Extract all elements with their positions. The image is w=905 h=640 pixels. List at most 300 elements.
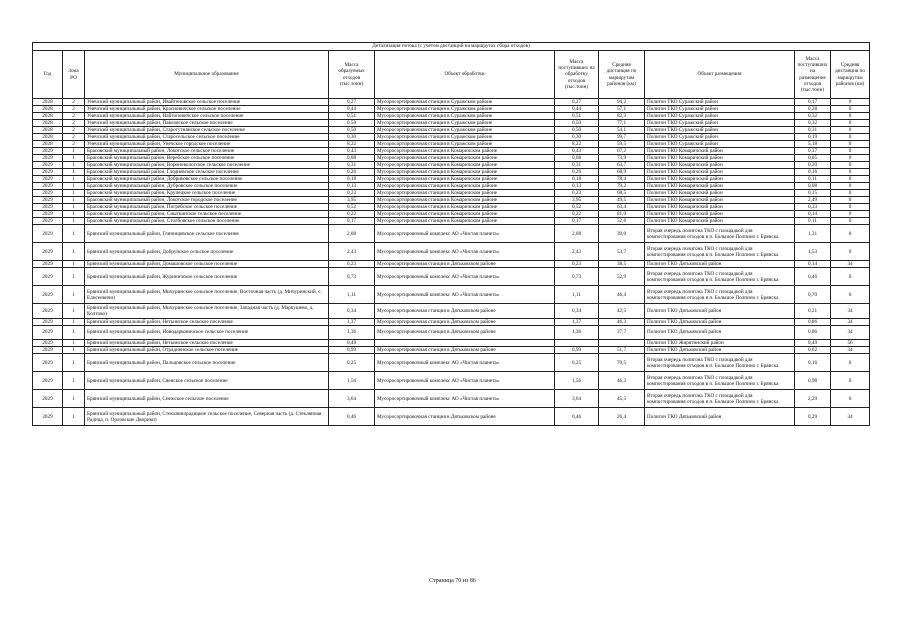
cell-year: 2028 (33, 106, 63, 113)
cell-processed-mass: 0,99 (555, 347, 599, 354)
cell-processing-object: Мусоросортировочная станция в Комаричском районе (375, 211, 555, 218)
cell-municipality: Унечский муниципальный район, Старогутнянское сельское поселение (85, 127, 329, 134)
cell-avg-distance-placement: 0 (831, 354, 870, 372)
header-waste-mass: Масса образуемых отходов (тыс.тонн) (329, 51, 375, 99)
cell-avg-distance-placement: 34 (831, 318, 870, 325)
cell-processed-mass (555, 340, 599, 347)
cell-municipality: Брянский муниципальный район, Свенское сельское поселение (85, 372, 329, 390)
cell-avg-distance-processing (599, 340, 645, 347)
cell-placement-object: Вторая очередь полигона ТКО с площадкой для компостирования отходов в п. Большое Полпино г. Брянска (645, 372, 795, 390)
cell-placement-mass: 0,21 (795, 304, 831, 319)
table-row (33, 113, 870, 120)
cell-processed-mass: 2,43 (555, 243, 599, 261)
cell-waste-mass: 0,27 (329, 99, 375, 106)
table-row (33, 183, 870, 190)
cell-processed-mass: 0,46 (555, 408, 599, 426)
cell-placement-object: Вторая очередь полигона ТКО с площадкой для компостирования отходов в п. Большое Полпино г. Брянска (645, 286, 795, 304)
cell-year: 2029 (33, 148, 63, 155)
cell-placement-mass: 0,62 (795, 347, 831, 354)
cell-placement-object: Полигон ТКО Комаричский район (645, 211, 795, 218)
cell-processing-object: Мусоросортировочная станция в Комаричском районе (375, 148, 555, 155)
cell-year: 2029 (33, 340, 63, 347)
cell-avg-distance-processing: 49,5 (599, 197, 645, 204)
cell-year: 2028 (33, 134, 63, 141)
cell-avg-distance-placement: 0 (831, 190, 870, 197)
cell-year: 2029 (33, 162, 63, 169)
cell-municipality: Брянский муниципальный район, Стекляннорадицкое сельское поселение, Северная часть (д. Стеклянная Радица, п. Орловские Дворики) (85, 408, 329, 426)
cell-placement-mass: 0,28 (795, 106, 831, 113)
cell-year: 2029 (33, 211, 63, 218)
table-row (33, 354, 870, 372)
cell-placement-mass: 0,32 (795, 120, 831, 127)
cell-processing-object: Мусоросортировочная станция в Комаричском районе (375, 190, 555, 197)
cell-zone: 1 (63, 218, 85, 225)
cell-avg-distance-processing: 73,9 (599, 155, 645, 162)
cell-waste-mass: 0,51 (329, 113, 375, 120)
cell-processed-mass: 0,50 (555, 120, 599, 127)
cell-processed-mass: 0,30 (555, 134, 599, 141)
cell-waste-mass: 0,34 (329, 304, 375, 319)
cell-processing-object: Мусоросортировочная станция в Дятьковском районе (375, 347, 555, 354)
cell-placement-object: Полигон ТКО Комаричский район (645, 169, 795, 176)
cell-placement-mass: 0,29 (795, 408, 831, 426)
cell-placement-object: Вторая очередь полигона ТКО с площадкой для компостирования отходов в п. Большое Полпино г. Брянска (645, 225, 795, 243)
table-row (33, 261, 870, 268)
cell-municipality: Брасовский муниципальный район, Веребское сельское поселение (85, 155, 329, 162)
cell-avg-distance-placement: 0 (831, 169, 870, 176)
cell-avg-distance-processing: 78,4 (599, 176, 645, 183)
cell-processing-object: Мусоросортировочная станция в Комаричском районе (375, 176, 555, 183)
cell-municipality: Брасовский муниципальный район, Дубровское сельское поселение (85, 183, 329, 190)
cell-placement-object: Вторая очередь полигона ТКО с площадкой для компостирования отходов в п. Большое Полпино г. Брянска (645, 354, 795, 372)
cell-year: 2029 (33, 169, 63, 176)
cell-municipality: Брянский муниципальный район, Журиничское сельское поселение (85, 268, 329, 286)
cell-avg-distance-processing: 52,9 (599, 268, 645, 286)
cell-zone: 2 (63, 99, 85, 106)
cell-municipality: Унечский муниципальный район, Унечское городское поселение (85, 141, 329, 148)
cell-waste-mass: 0,13 (329, 183, 375, 190)
cell-municipality: Брасовский муниципальный район, Глодневское сельское поселение (85, 169, 329, 176)
cell-avg-distance-placement: 0 (831, 127, 870, 134)
table-caption: Детализация потока (с учетом дистанций на маршрутах сбора отходов) (33, 43, 870, 51)
cell-processed-mass: 8,22 (555, 141, 599, 148)
cell-placement-object: Полигон ТКО Дятьковский район (645, 304, 795, 319)
cell-municipality: Брасовский муниципальный район, Вороновологское сельское поселение (85, 162, 329, 169)
cell-year: 2028 (33, 99, 63, 106)
cell-zone: 2 (63, 127, 85, 134)
cell-placement-object: Полигон ТКО Жирятинский район (645, 340, 795, 347)
cell-year: 2029 (33, 408, 63, 426)
table-row (33, 190, 870, 197)
cell-zone: 1 (63, 197, 85, 204)
cell-zone: 2 (63, 113, 85, 120)
cell-processed-mass: 0,22 (555, 211, 599, 218)
cell-placement-mass: 0,19 (795, 134, 831, 141)
cell-municipality: Унечский муниципальный район, Красновичское сельское поселение (85, 106, 329, 113)
cell-waste-mass: 0,30 (329, 134, 375, 141)
cell-zone: 2 (63, 106, 85, 113)
cell-avg-distance-placement: 34 (831, 304, 870, 319)
cell-processed-mass: 0,26 (555, 169, 599, 176)
cell-avg-distance-processing: 67,2 (599, 148, 645, 155)
cell-avg-distance-placement: 0 (831, 225, 870, 243)
cell-municipality: Унечский муниципальный район, Ивайтеновское сельское поселение (85, 99, 329, 106)
cell-zone: 2 (63, 141, 85, 148)
cell-waste-mass: 0,18 (329, 176, 375, 183)
cell-placement-mass: 0,17 (795, 99, 831, 106)
cell-processing-object: Мусоросортировочный комплекс АО «Чистая планета» (375, 243, 555, 261)
cell-processed-mass: 0,44 (555, 106, 599, 113)
cell-avg-distance-processing: 81,0 (599, 211, 645, 218)
cell-avg-distance-processing: 57,1 (599, 106, 645, 113)
cell-year: 2029 (33, 347, 63, 354)
cell-avg-distance-placement: 0 (831, 218, 870, 225)
cell-waste-mass: 0,22 (329, 211, 375, 218)
cell-waste-mass: 0,46 (329, 408, 375, 426)
cell-avg-distance-placement: 0 (831, 286, 870, 304)
cell-processed-mass: 0,43 (555, 148, 599, 155)
cell-processing-object: Мусоросортировочная станция в Дятьковском районе (375, 261, 555, 268)
table-row (33, 372, 870, 390)
cell-zone: 1 (63, 325, 85, 340)
cell-placement-mass: 0,37 (795, 148, 831, 155)
cell-placement-object: Вторая очередь полигона ТКО с площадкой для компостирования отходов в п. Большое Полпино г. Брянска (645, 390, 795, 408)
cell-year: 2029 (33, 176, 63, 183)
waste-flow-table (32, 42, 870, 426)
table-row (33, 169, 870, 176)
cell-waste-mass: 2,08 (329, 225, 375, 243)
table-row (33, 325, 870, 340)
cell-zone: 1 (63, 347, 85, 354)
table-row (33, 141, 870, 148)
cell-avg-distance-processing: 46,3 (599, 318, 645, 325)
cell-zone: 1 (63, 304, 85, 319)
cell-placement-mass: 0,15 (795, 190, 831, 197)
cell-placement-mass: 0,86 (795, 318, 831, 325)
cell-processed-mass: 0,18 (555, 176, 599, 183)
table-body (33, 99, 870, 426)
cell-processing-object: Мусоросортировочная станция в Суражском районе (375, 113, 555, 120)
cell-avg-distance-placement: 0 (831, 134, 870, 141)
cell-zone: 1 (63, 162, 85, 169)
cell-zone: 2 (63, 120, 85, 127)
cell-avg-distance-placement: 0 (831, 268, 870, 286)
cell-processed-mass: 1,36 (555, 325, 599, 340)
cell-processing-object (375, 340, 555, 347)
cell-avg-distance-processing: 77,1 (599, 120, 645, 127)
cell-placement-mass: 1,31 (795, 225, 831, 243)
cell-placement-mass: 0,11 (795, 218, 831, 225)
cell-municipality: Брасовский муниципальный район, Добриковское сельское поселение (85, 176, 329, 183)
cell-placement-mass: 2,49 (795, 197, 831, 204)
cell-year: 2029 (33, 190, 63, 197)
cell-avg-distance-placement: 34 (831, 347, 870, 354)
table-row (33, 162, 870, 169)
cell-year: 2029 (33, 325, 63, 340)
table-row (33, 148, 870, 155)
cell-processed-mass: 0,51 (555, 113, 599, 120)
cell-zone: 1 (63, 408, 85, 426)
cell-processed-mass: 3,64 (555, 390, 599, 408)
cell-placement-object: Полигон ТКО Комаричский район (645, 190, 795, 197)
cell-processed-mass: 0,31 (555, 162, 599, 169)
cell-placement-object: Полигон ТКО Суражский район (645, 127, 795, 134)
cell-zone: 1 (63, 318, 85, 325)
cell-avg-distance-placement: 0 (831, 183, 870, 190)
cell-processing-object: Мусоросортировочная станция в Комаричском районе (375, 169, 555, 176)
cell-placement-object: Полигон ТКО Комаричский район (645, 218, 795, 225)
table-row (33, 99, 870, 106)
cell-zone: 1 (63, 183, 85, 190)
cell-avg-distance-processing: 52,6 (599, 218, 645, 225)
cell-avg-distance-placement: 0 (831, 155, 870, 162)
cell-processed-mass: 1,37 (555, 318, 599, 325)
table-row (33, 106, 870, 113)
cell-year: 2029 (33, 390, 63, 408)
table-row (33, 155, 870, 162)
table-row (33, 176, 870, 183)
cell-placement-object: Полигон ТКО Дятьковский район (645, 261, 795, 268)
cell-avg-distance-placement: 0 (831, 197, 870, 204)
cell-year: 2028 (33, 120, 63, 127)
table-row (33, 304, 870, 319)
cell-municipality: Брянский муниципальный район, Глинищевское сельское поселение (85, 225, 329, 243)
cell-avg-distance-placement: 34 (831, 325, 870, 340)
header-year: Год (33, 51, 63, 99)
cell-placement-mass: 0,49 (795, 340, 831, 347)
header-placement-mass: Масса поступивших на размещение отходов (тыс.тонн) (795, 51, 831, 99)
cell-waste-mass: 0,52 (329, 204, 375, 211)
cell-processing-object: Мусоросортировочная станция в Суражском районе (375, 106, 555, 113)
cell-processing-object: Мусоросортировочная станция в Дятьковском районе (375, 318, 555, 325)
cell-avg-distance-placement: 0 (831, 162, 870, 169)
header-placement-object: Объект размещения (645, 51, 795, 99)
cell-placement-object: Полигон ТКО Суражский район (645, 134, 795, 141)
cell-avg-distance-placement: 0 (831, 243, 870, 261)
cell-placement-mass: 0,32 (795, 113, 831, 120)
cell-processing-object: Мусоросортировочный комплекс АО «Чистая планета» (375, 372, 555, 390)
cell-year: 2029 (33, 218, 63, 225)
cell-zone: 1 (63, 286, 85, 304)
cell-municipality: Унечский муниципальный район, Старосельское сельское поселение (85, 134, 329, 141)
cell-waste-mass: 0,43 (329, 148, 375, 155)
cell-processed-mass: 0,52 (555, 204, 599, 211)
cell-placement-object: Полигон ТКО Суражский район (645, 113, 795, 120)
cell-year: 2029 (33, 304, 63, 319)
cell-processed-mass: 0,73 (555, 268, 599, 286)
cell-year: 2029 (33, 318, 63, 325)
cell-avg-distance-processing: 68,5 (599, 190, 645, 197)
cell-placement-object: Полигон ТКО Суражский район (645, 106, 795, 113)
cell-processing-object: Мусоросортировочный комплекс АО «Чистая планета» (375, 354, 555, 372)
table-row (33, 218, 870, 225)
cell-placement-mass: 1,53 (795, 243, 831, 261)
cell-zone: 1 (63, 211, 85, 218)
cell-zone: 1 (63, 372, 85, 390)
cell-placement-object: Полигон ТКО Дятьковский район (645, 408, 795, 426)
cell-waste-mass: 0,44 (329, 106, 375, 113)
cell-avg-distance-processing: 51,7 (599, 347, 645, 354)
cell-placement-object: Полигон ТКО Суражский район (645, 141, 795, 148)
cell-processing-object: Мусоросортировочная станция в Комаричском районе (375, 218, 555, 225)
cell-processing-object: Мусоросортировочная станция в Комаричском районе (375, 155, 555, 162)
cell-placement-object: Полигон ТКО Комаричский район (645, 183, 795, 190)
cell-processing-object: Мусоросортировочная станция в Суражском районе (375, 99, 555, 106)
cell-waste-mass: 0,17 (329, 218, 375, 225)
cell-avg-distance-placement: 0 (831, 204, 870, 211)
cell-municipality: Брянский муниципальный район, Нетьинское сельское поселение (85, 340, 329, 347)
cell-placement-mass: 0,14 (795, 261, 831, 268)
cell-waste-mass: 0,23 (329, 261, 375, 268)
cell-municipality: Унечский муниципальный район, Павловское сельское поселение (85, 120, 329, 127)
cell-processing-object: Мусоросортировочная станция в Суражском районе (375, 141, 555, 148)
cell-avg-distance-processing: 45,5 (599, 390, 645, 408)
cell-processing-object: Мусоросортировочная станция в Комаричском районе (375, 162, 555, 169)
cell-waste-mass: 1,36 (329, 325, 375, 340)
cell-municipality: Брянский муниципальный район, Домашовское сельское поселение (85, 261, 329, 268)
cell-zone: 1 (63, 169, 85, 176)
cell-year: 2029 (33, 197, 63, 204)
cell-year: 2028 (33, 113, 63, 120)
cell-year: 2029 (33, 183, 63, 190)
cell-zone: 1 (63, 354, 85, 372)
cell-zone: 1 (63, 243, 85, 261)
cell-zone: 1 (63, 268, 85, 286)
header-avg-distance-placement: Средняя дистанция по маршрутам районов (км) (831, 51, 870, 99)
cell-placement-mass: 0,33 (795, 204, 831, 211)
cell-processing-object: Мусоросортировочная станция в Комаричском районе (375, 183, 555, 190)
cell-waste-mass: 3,95 (329, 197, 375, 204)
cell-avg-distance-placement: 0 (831, 148, 870, 155)
cell-placement-object: Полигон ТКО Комаричский район (645, 176, 795, 183)
cell-avg-distance-processing: 82,3 (599, 113, 645, 120)
cell-processed-mass: 3,95 (555, 197, 599, 204)
cell-year: 2029 (33, 243, 63, 261)
cell-municipality: Унечский муниципальный район, Найтоповичское сельское поселение (85, 113, 329, 120)
cell-waste-mass: 0,25 (329, 354, 375, 372)
cell-zone: 1 (63, 225, 85, 243)
cell-avg-distance-processing: 53,7 (599, 243, 645, 261)
cell-processed-mass: 0,13 (555, 183, 599, 190)
cell-avg-distance-processing: 46,3 (599, 372, 645, 390)
cell-municipality: Брянский муниципальный район, Отрадненское сельское поселение (85, 347, 329, 354)
cell-avg-distance-placement: 0 (831, 99, 870, 106)
cell-municipality: Брянский муниципальный район, Добрунское сельское поселение (85, 243, 329, 261)
cell-municipality: Брянский муниципальный район, Снежское сельское поселение (85, 390, 329, 408)
cell-waste-mass: 0,26 (329, 169, 375, 176)
cell-processed-mass: 0,34 (555, 304, 599, 319)
cell-placement-mass: 0,05 (795, 155, 831, 162)
cell-municipality: Брянский муниципальный район, Нетьинское сельское поселение (85, 318, 329, 325)
cell-placement-mass: 0,16 (795, 354, 831, 372)
table-row (33, 134, 870, 141)
page-number: Страница 70 из 86 (429, 578, 476, 584)
cell-processing-object: Мусоросортировочная станция в Комаричском районе (375, 197, 555, 204)
cell-avg-distance-processing: 94,2 (599, 99, 645, 106)
cell-processing-object: Мусоросортировочная станция в Дятьковском районе (375, 408, 555, 426)
table-row (33, 408, 870, 426)
cell-waste-mass: 0,99 (329, 347, 375, 354)
cell-processed-mass: 0,50 (555, 127, 599, 134)
table-row (33, 390, 870, 408)
cell-avg-distance-placement: 34 (831, 261, 870, 268)
cell-processed-mass: 0,08 (555, 155, 599, 162)
cell-municipality: Брянский муниципальный район, Мичуринское сельское поселение, Восточная часть (д. Мичуринский, с. Елисеевичи) (85, 286, 329, 304)
cell-municipality: Брянский муниципальный район, Пальцовское сельское поселение (85, 354, 329, 372)
cell-waste-mass: 0,73 (329, 268, 375, 286)
cell-zone: 1 (63, 190, 85, 197)
cell-year: 2028 (33, 141, 63, 148)
cell-processed-mass: 0,23 (555, 261, 599, 268)
table-row (33, 211, 870, 218)
cell-avg-distance-processing: 26,4 (599, 408, 645, 426)
cell-placement-object: Полигон ТКО Комаричский район (645, 148, 795, 155)
cell-year: 2028 (33, 127, 63, 134)
cell-placement-object: Полигон ТКО Комаричский район (645, 162, 795, 169)
cell-placement-object: Полигон ТКО Суражский район (645, 120, 795, 127)
cell-processed-mass: 2,08 (555, 225, 599, 243)
cell-placement-object: Вторая очередь полигона ТКО с площадкой для компостирования отходов в п. Большое Полпино г. Брянска (645, 268, 795, 286)
cell-placement-mass: 0,08 (795, 183, 831, 190)
cell-processing-object: Мусоросортировочный комплекс АО «Чистая планета» (375, 225, 555, 243)
cell-avg-distance-processing: 70,5 (599, 354, 645, 372)
cell-processing-object: Мусоросортировочная станция в Дятьковском районе (375, 325, 555, 340)
table-row (33, 243, 870, 261)
cell-processing-object: Мусоросортировочная станция в Комаричском районе (375, 204, 555, 211)
cell-placement-object: Полигон ТКО Комаричский район (645, 204, 795, 211)
cell-year: 2029 (33, 354, 63, 372)
cell-municipality: Брасовский муниципальный район, Крупецкое сельское поселение (85, 190, 329, 197)
cell-avg-distance-processing: 37,7 (599, 325, 645, 340)
cell-avg-distance-processing: 38,5 (599, 261, 645, 268)
table-row (33, 120, 870, 127)
cell-waste-mass: 0,49 (329, 340, 375, 347)
cell-avg-distance-processing: 42,5 (599, 304, 645, 319)
cell-avg-distance-placement: 0 (831, 106, 870, 113)
cell-avg-distance-placement: 0 (831, 141, 870, 148)
table-row (33, 204, 870, 211)
cell-processed-mass: 0,27 (555, 99, 599, 106)
cell-year: 2029 (33, 155, 63, 162)
cell-zone: 2 (63, 134, 85, 141)
cell-zone: 1 (63, 155, 85, 162)
cell-zone: 1 (63, 390, 85, 408)
cell-waste-mass: 0,50 (329, 120, 375, 127)
cell-waste-mass: 0,08 (329, 155, 375, 162)
cell-processing-object: Мусоросортировочная станция в Дятьковском районе (375, 304, 555, 319)
cell-zone: 1 (63, 176, 85, 183)
cell-placement-mass: 0,98 (795, 372, 831, 390)
cell-waste-mass: 2,43 (329, 243, 375, 261)
header-processing-object: Объект обработки (375, 51, 555, 99)
header-processed-mass: Масса поступивших на обработку отходов (тыс.тонн) (555, 51, 599, 99)
header-zone: Зона РО (63, 51, 85, 99)
cell-avg-distance-placement: 0 (831, 372, 870, 390)
cell-placement-mass: 2,29 (795, 390, 831, 408)
cell-waste-mass: 0,50 (329, 127, 375, 134)
cell-processed-mass: 1,56 (555, 372, 599, 390)
cell-waste-mass: 1,11 (329, 286, 375, 304)
cell-avg-distance-processing: 99,7 (599, 134, 645, 141)
cell-avg-distance-processing: 54,1 (599, 127, 645, 134)
cell-placement-object: Полигон ТКО Суражский район (645, 99, 795, 106)
cell-avg-distance-placement: 0 (831, 120, 870, 127)
cell-placement-mass: 0,14 (795, 211, 831, 218)
cell-avg-distance-processing: 39,0 (599, 225, 645, 243)
cell-year: 2029 (33, 225, 63, 243)
cell-placement-mass: 0,20 (795, 162, 831, 169)
cell-municipality: Брасовский муниципальный район, Погребское сельское поселение (85, 204, 329, 211)
